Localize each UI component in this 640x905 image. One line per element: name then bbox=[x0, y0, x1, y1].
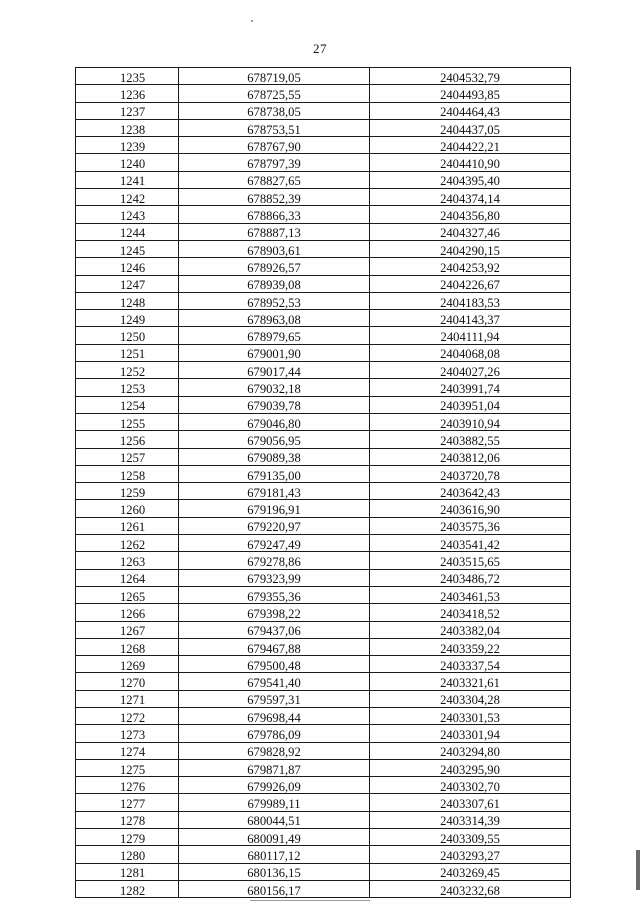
point-number-cell: 1237 bbox=[76, 102, 179, 119]
table-row bbox=[76, 517, 571, 534]
x-coordinate-cell: 679871,87 bbox=[179, 759, 370, 776]
x-coordinate-cell: 680156,17 bbox=[179, 880, 370, 897]
point-number-cell: 1243 bbox=[76, 206, 179, 223]
table-row bbox=[76, 604, 571, 621]
y-coordinate-cell: 2403301,53 bbox=[370, 707, 571, 724]
x-coordinate-cell: 680117,12 bbox=[179, 846, 370, 863]
y-coordinate-cell: 2403486,72 bbox=[370, 569, 571, 586]
table-row bbox=[76, 465, 571, 482]
x-coordinate-cell: 679247,49 bbox=[179, 535, 370, 552]
y-coordinate-cell: 2403418,52 bbox=[370, 604, 571, 621]
point-number-cell: 1262 bbox=[76, 535, 179, 552]
point-number-cell: 1272 bbox=[76, 707, 179, 724]
point-number-cell: 1251 bbox=[76, 344, 179, 361]
point-number-cell: 1264 bbox=[76, 569, 179, 586]
y-coordinate-cell: 2403720,78 bbox=[370, 465, 571, 482]
table-row bbox=[76, 794, 571, 811]
x-coordinate-cell: 679056,95 bbox=[179, 431, 370, 448]
y-coordinate-cell: 2404395,40 bbox=[370, 171, 571, 188]
point-number-cell: 1253 bbox=[76, 379, 179, 396]
table-row bbox=[76, 690, 571, 707]
table-row bbox=[76, 586, 571, 603]
table-row bbox=[76, 206, 571, 223]
y-coordinate-cell: 2404111,94 bbox=[370, 327, 571, 344]
point-number-cell: 1275 bbox=[76, 759, 179, 776]
table-row bbox=[76, 742, 571, 759]
x-coordinate-cell: 678887,13 bbox=[179, 223, 370, 240]
x-coordinate-cell: 680091,49 bbox=[179, 829, 370, 846]
table-row bbox=[76, 413, 571, 430]
y-coordinate-cell: 2403359,22 bbox=[370, 638, 571, 655]
y-coordinate-cell: 2404068,08 bbox=[370, 344, 571, 361]
y-coordinate-cell: 2403575,36 bbox=[370, 517, 571, 534]
point-number-cell: 1246 bbox=[76, 258, 179, 275]
point-number-cell: 1266 bbox=[76, 604, 179, 621]
table-row bbox=[76, 68, 571, 85]
table-row bbox=[76, 258, 571, 275]
y-coordinate-cell: 2403301,94 bbox=[370, 725, 571, 742]
table-row bbox=[76, 396, 571, 413]
y-coordinate-cell: 2403382,04 bbox=[370, 621, 571, 638]
x-coordinate-cell: 680044,51 bbox=[179, 811, 370, 828]
y-coordinate-cell: 2403314,39 bbox=[370, 811, 571, 828]
y-coordinate-cell: 2403951,04 bbox=[370, 396, 571, 413]
y-coordinate-cell: 2404464,43 bbox=[370, 102, 571, 119]
y-coordinate-cell: 2404493,85 bbox=[370, 85, 571, 102]
x-coordinate-cell: 679926,09 bbox=[179, 777, 370, 794]
table-row bbox=[76, 431, 571, 448]
y-coordinate-cell: 2404356,80 bbox=[370, 206, 571, 223]
table-row bbox=[76, 656, 571, 673]
point-number-cell: 1242 bbox=[76, 189, 179, 206]
table-row bbox=[76, 846, 571, 863]
x-coordinate-cell: 680136,15 bbox=[179, 863, 370, 880]
point-number-cell: 1235 bbox=[76, 68, 179, 85]
scan-speck bbox=[251, 20, 253, 22]
x-coordinate-cell: 679181,43 bbox=[179, 483, 370, 500]
point-number-cell: 1261 bbox=[76, 517, 179, 534]
table-row bbox=[76, 275, 571, 292]
point-number-cell: 1274 bbox=[76, 742, 179, 759]
x-coordinate-cell: 679196,91 bbox=[179, 500, 370, 517]
x-coordinate-cell: 679786,09 bbox=[179, 725, 370, 742]
point-number-cell: 1241 bbox=[76, 171, 179, 188]
y-coordinate-cell: 2403991,74 bbox=[370, 379, 571, 396]
point-number-cell: 1248 bbox=[76, 292, 179, 309]
y-coordinate-cell: 2403812,06 bbox=[370, 448, 571, 465]
y-coordinate-cell: 2403304,28 bbox=[370, 690, 571, 707]
table-row bbox=[76, 535, 571, 552]
y-coordinate-cell: 2404027,26 bbox=[370, 362, 571, 379]
point-number-cell: 1258 bbox=[76, 465, 179, 482]
page-number: 27 bbox=[313, 41, 327, 56]
point-number-cell: 1277 bbox=[76, 794, 179, 811]
y-coordinate-cell: 2404290,15 bbox=[370, 240, 571, 257]
y-coordinate-cell: 2403461,53 bbox=[370, 586, 571, 603]
table-row bbox=[76, 310, 571, 327]
point-number-cell: 1281 bbox=[76, 863, 179, 880]
x-coordinate-cell: 679597,31 bbox=[179, 690, 370, 707]
x-coordinate-cell: 678719,05 bbox=[179, 68, 370, 85]
x-coordinate-cell: 679135,00 bbox=[179, 465, 370, 482]
point-number-cell: 1280 bbox=[76, 846, 179, 863]
x-coordinate-cell: 678939,08 bbox=[179, 275, 370, 292]
table-row bbox=[76, 552, 571, 569]
table-row bbox=[76, 638, 571, 655]
coordinates-table-body bbox=[76, 68, 571, 898]
table-row bbox=[76, 171, 571, 188]
scan-edge-mark bbox=[636, 850, 640, 890]
x-coordinate-cell: 678725,55 bbox=[179, 85, 370, 102]
x-coordinate-cell: 679989,11 bbox=[179, 794, 370, 811]
y-coordinate-cell: 2404143,37 bbox=[370, 310, 571, 327]
table-row bbox=[76, 137, 571, 154]
point-number-cell: 1250 bbox=[76, 327, 179, 344]
table-row bbox=[76, 863, 571, 880]
x-coordinate-cell: 678852,39 bbox=[179, 189, 370, 206]
x-coordinate-cell: 679089,38 bbox=[179, 448, 370, 465]
x-coordinate-cell: 679398,22 bbox=[179, 604, 370, 621]
table-row bbox=[76, 880, 571, 897]
y-coordinate-cell: 2403269,45 bbox=[370, 863, 571, 880]
x-coordinate-cell: 678767,90 bbox=[179, 137, 370, 154]
x-coordinate-cell: 678827,65 bbox=[179, 171, 370, 188]
y-coordinate-cell: 2404253,92 bbox=[370, 258, 571, 275]
x-coordinate-cell: 678926,57 bbox=[179, 258, 370, 275]
point-number-cell: 1269 bbox=[76, 656, 179, 673]
x-coordinate-cell: 679017,44 bbox=[179, 362, 370, 379]
point-number-cell: 1259 bbox=[76, 483, 179, 500]
y-coordinate-cell: 2404327,46 bbox=[370, 223, 571, 240]
y-coordinate-cell: 2403910,94 bbox=[370, 413, 571, 430]
bottom-rule bbox=[250, 900, 370, 901]
table-row bbox=[76, 344, 571, 361]
x-coordinate-cell: 679001,90 bbox=[179, 344, 370, 361]
y-coordinate-cell: 2403307,61 bbox=[370, 794, 571, 811]
x-coordinate-cell: 678979,65 bbox=[179, 327, 370, 344]
point-number-cell: 1279 bbox=[76, 829, 179, 846]
y-coordinate-cell: 2403321,61 bbox=[370, 673, 571, 690]
x-coordinate-cell: 679698,44 bbox=[179, 707, 370, 724]
table-row bbox=[76, 725, 571, 742]
y-coordinate-cell: 2404183,53 bbox=[370, 292, 571, 309]
point-number-cell: 1245 bbox=[76, 240, 179, 257]
y-coordinate-cell: 2404226,67 bbox=[370, 275, 571, 292]
y-coordinate-cell: 2403294,80 bbox=[370, 742, 571, 759]
x-coordinate-cell: 679541,40 bbox=[179, 673, 370, 690]
y-coordinate-cell: 2403337,54 bbox=[370, 656, 571, 673]
x-coordinate-cell: 679039,78 bbox=[179, 396, 370, 413]
point-number-cell: 1240 bbox=[76, 154, 179, 171]
y-coordinate-cell: 2404410,90 bbox=[370, 154, 571, 171]
point-number-cell: 1249 bbox=[76, 310, 179, 327]
y-coordinate-cell: 2403295,90 bbox=[370, 759, 571, 776]
point-number-cell: 1247 bbox=[76, 275, 179, 292]
y-coordinate-cell: 2404422,21 bbox=[370, 137, 571, 154]
y-coordinate-cell: 2403642,43 bbox=[370, 483, 571, 500]
x-coordinate-cell: 678753,51 bbox=[179, 119, 370, 136]
y-coordinate-cell: 2404437,05 bbox=[370, 119, 571, 136]
table-row bbox=[76, 223, 571, 240]
x-coordinate-cell: 678952,53 bbox=[179, 292, 370, 309]
point-number-cell: 1256 bbox=[76, 431, 179, 448]
x-coordinate-cell: 678866,33 bbox=[179, 206, 370, 223]
x-coordinate-cell: 678797,39 bbox=[179, 154, 370, 171]
table-row bbox=[76, 759, 571, 776]
x-coordinate-cell: 678903,61 bbox=[179, 240, 370, 257]
table-row bbox=[76, 500, 571, 517]
table-row bbox=[76, 777, 571, 794]
point-number-cell: 1254 bbox=[76, 396, 179, 413]
point-number-cell: 1263 bbox=[76, 552, 179, 569]
coordinates-table bbox=[75, 67, 571, 898]
point-number-cell: 1238 bbox=[76, 119, 179, 136]
x-coordinate-cell: 679500,48 bbox=[179, 656, 370, 673]
y-coordinate-cell: 2403232,68 bbox=[370, 880, 571, 897]
x-coordinate-cell: 679278,86 bbox=[179, 552, 370, 569]
table-row bbox=[76, 119, 571, 136]
x-coordinate-cell: 678963,08 bbox=[179, 310, 370, 327]
x-coordinate-cell: 679828,92 bbox=[179, 742, 370, 759]
table-row bbox=[76, 379, 571, 396]
y-coordinate-cell: 2403309,55 bbox=[370, 829, 571, 846]
table-row bbox=[76, 327, 571, 344]
y-coordinate-cell: 2403882,55 bbox=[370, 431, 571, 448]
x-coordinate-cell: 679220,97 bbox=[179, 517, 370, 534]
y-coordinate-cell: 2403302,70 bbox=[370, 777, 571, 794]
y-coordinate-cell: 2404374,14 bbox=[370, 189, 571, 206]
point-number-cell: 1267 bbox=[76, 621, 179, 638]
y-coordinate-cell: 2403616,90 bbox=[370, 500, 571, 517]
x-coordinate-cell: 679467,88 bbox=[179, 638, 370, 655]
x-coordinate-cell: 679355,36 bbox=[179, 586, 370, 603]
table-row bbox=[76, 448, 571, 465]
y-coordinate-cell: 2403541,42 bbox=[370, 535, 571, 552]
point-number-cell: 1236 bbox=[76, 85, 179, 102]
point-number-cell: 1252 bbox=[76, 362, 179, 379]
table-row bbox=[76, 240, 571, 257]
x-coordinate-cell: 679323,99 bbox=[179, 569, 370, 586]
table-row bbox=[76, 85, 571, 102]
point-number-cell: 1260 bbox=[76, 500, 179, 517]
table-row bbox=[76, 829, 571, 846]
point-number-cell: 1257 bbox=[76, 448, 179, 465]
point-number-cell: 1276 bbox=[76, 777, 179, 794]
table-row bbox=[76, 569, 571, 586]
point-number-cell: 1265 bbox=[76, 586, 179, 603]
table-row bbox=[76, 483, 571, 500]
table-row bbox=[76, 362, 571, 379]
point-number-cell: 1282 bbox=[76, 880, 179, 897]
point-number-cell: 1244 bbox=[76, 223, 179, 240]
table-row bbox=[76, 621, 571, 638]
y-coordinate-cell: 2403293,27 bbox=[370, 846, 571, 863]
x-coordinate-cell: 679032,18 bbox=[179, 379, 370, 396]
point-number-cell: 1271 bbox=[76, 690, 179, 707]
table-row bbox=[76, 189, 571, 206]
table-row bbox=[76, 154, 571, 171]
table-row bbox=[76, 707, 571, 724]
table-row bbox=[76, 292, 571, 309]
table-row bbox=[76, 673, 571, 690]
table-row bbox=[76, 811, 571, 828]
table-row bbox=[76, 102, 571, 119]
y-coordinate-cell: 2404532,79 bbox=[370, 68, 571, 85]
point-number-cell: 1278 bbox=[76, 811, 179, 828]
x-coordinate-cell: 678738,05 bbox=[179, 102, 370, 119]
point-number-cell: 1273 bbox=[76, 725, 179, 742]
point-number-cell: 1268 bbox=[76, 638, 179, 655]
point-number-cell: 1255 bbox=[76, 413, 179, 430]
point-number-cell: 1270 bbox=[76, 673, 179, 690]
point-number-cell: 1239 bbox=[76, 137, 179, 154]
x-coordinate-cell: 679046,80 bbox=[179, 413, 370, 430]
y-coordinate-cell: 2403515,65 bbox=[370, 552, 571, 569]
x-coordinate-cell: 679437,06 bbox=[179, 621, 370, 638]
